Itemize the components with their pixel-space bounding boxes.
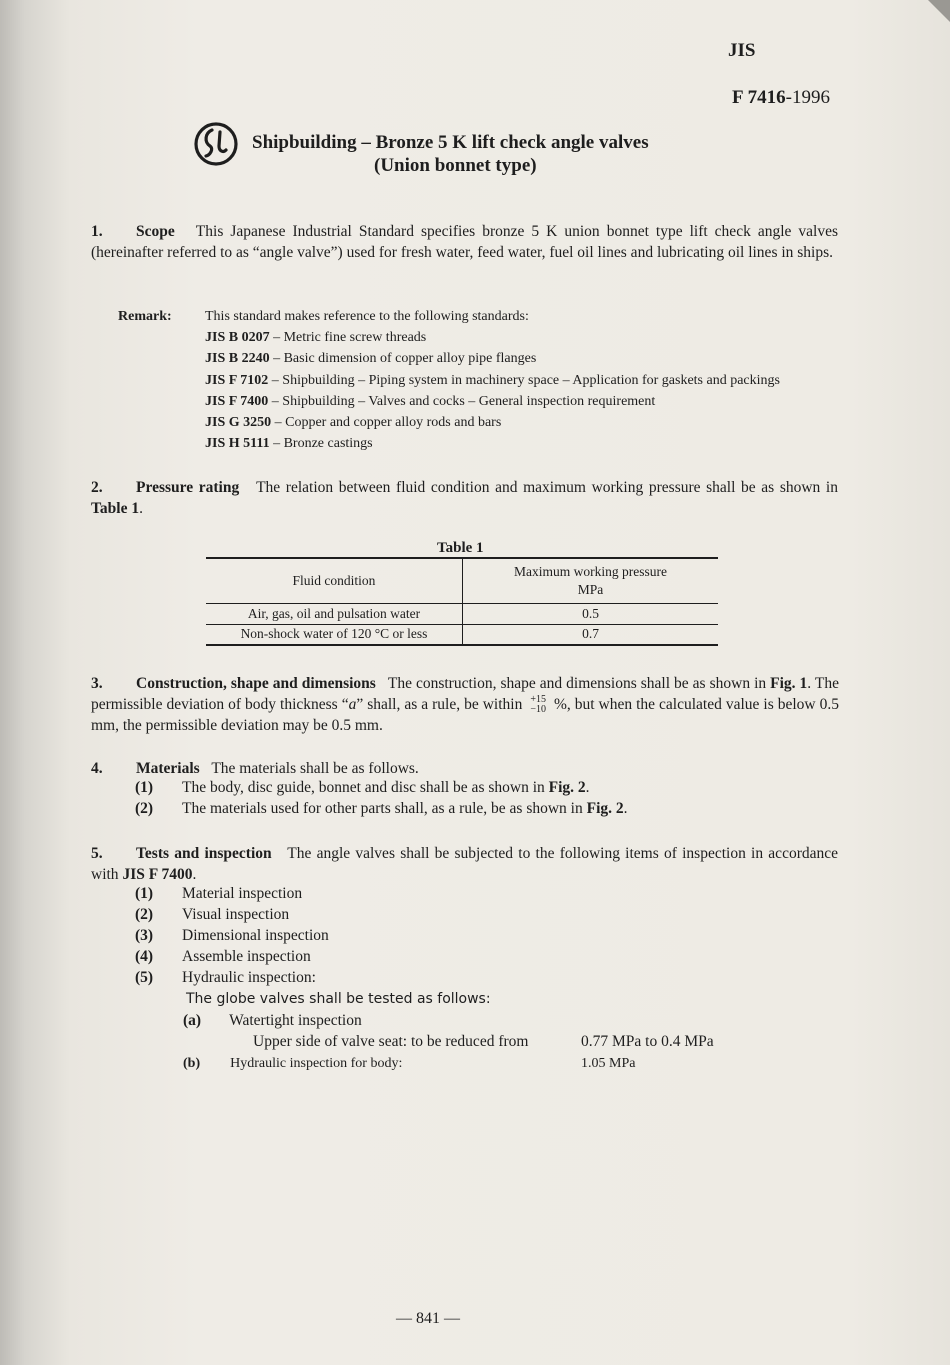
list-item: (5) Hydraulic inspection: [135, 969, 316, 986]
reference-item: JIS H 5111 – Bronze castings [205, 436, 373, 451]
sub-item-a-value: 0.77 MPa to 0.4 MPa [581, 1033, 714, 1050]
pressure-table [206, 557, 718, 646]
table-cell: Air, gas, oil and pulsation water [206, 603, 463, 624]
hydraulic-intro: The globe valves shall be tested as follows: [186, 991, 491, 1007]
jis-mark-icon [192, 120, 240, 168]
table-cell: 0.5 [463, 603, 719, 624]
section-scope [91, 221, 838, 263]
sub-item-a-detail: Upper side of valve seat: to be reduced from [253, 1033, 529, 1050]
list-item: (2) Visual inspection [135, 906, 290, 923]
table-cell: 0.7 [463, 624, 719, 645]
section-tests: 5. Tests and inspection The angle valves shall be subjected to the following items of inspection in accordance with JIS F 7400. [91, 845, 838, 883]
remark-intro: This standard makes reference to the following standards: [205, 309, 529, 324]
sub-item-b: (b) Hydraulic inspection for body: [183, 1056, 403, 1071]
section-construction: 3. Construction, shape and dimensions The construction, shape and dimensions shall be as shown in Fig. 1. The permissible deviation of body thickness “a” shall, as a rule, be within +15 −10 %, but when the calculated value is below 0.5 mm, the permissible deviation may be 0.5 mm. [91, 675, 839, 735]
reference-item: JIS F 7400 – Shipbuilding – Valves and cocks – General inspection requirement [205, 394, 656, 409]
page-title: Shipbuilding – Bronze 5 K lift check angle valves [252, 132, 649, 153]
list-item: (1) Material inspection [135, 885, 303, 902]
reference-item: JIS B 2240 – Basic dimension of copper alloy pipe flanges [205, 351, 537, 366]
list-item: (1) The body, disc guide, bonnet and disc shall be as shown in Fig. 2. [135, 779, 590, 796]
page-subtitle: (Union bonnet type) [374, 155, 537, 176]
page-corner [928, 0, 950, 22]
section-materials: 4. Materials The materials shall be as follows. [91, 760, 419, 777]
document-year: -1996 [785, 87, 830, 108]
list-item: (3) Dimensional inspection [135, 927, 329, 944]
page-number: — 841 — [396, 1310, 460, 1327]
section-text: This Japanese Industrial Standard specifies bronze 5 K union bonnet type lift check angle valves (hereinafter referred to as “angle valve”) used for fresh water, feed water, fuel oil lines and lubricating oil lines in ships. [91, 223, 839, 261]
list-item: (4) Assemble inspection [135, 948, 311, 965]
document-number [732, 87, 830, 109]
reference-item: JIS F 7102 – Shipbuilding – Piping system in machinery space – Application for gaskets and packings [205, 373, 780, 388]
remark-label: Remark: [118, 309, 172, 324]
list-item: (2) The materials used for other parts shall, as a rule, be as shown in Fig. 2. [135, 800, 628, 817]
tolerance: +15 −10 [530, 694, 546, 716]
sub-item-a: (a) Watertight inspection [183, 1012, 362, 1029]
table-header-row [206, 558, 718, 603]
table-row [206, 624, 718, 645]
table-title: Table 1 [437, 540, 484, 556]
section-number: 1. [91, 223, 103, 240]
section-pressure-rating: 2. Pressure rating The relation between fluid condition and maximum working pressure shall be as shown in Table 1. [91, 479, 838, 517]
reference-item: JIS B 0207 – Metric fine screw threads [205, 330, 427, 345]
table-row [206, 603, 718, 624]
document-code: F 7416 [732, 87, 786, 108]
jis-label: JIS [728, 40, 756, 61]
sub-item-b-value: 1.05 MPa [581, 1056, 636, 1071]
section-heading: Scope [136, 223, 175, 240]
reference-item: JIS G 3250 – Copper and copper alloy rods and bars [205, 415, 502, 430]
column-header-fluid: Fluid condition [206, 558, 463, 603]
column-header-pressure: Maximum working pressure MPa [463, 558, 719, 603]
table-cell: Non-shock water of 120 °C or less [206, 624, 463, 645]
